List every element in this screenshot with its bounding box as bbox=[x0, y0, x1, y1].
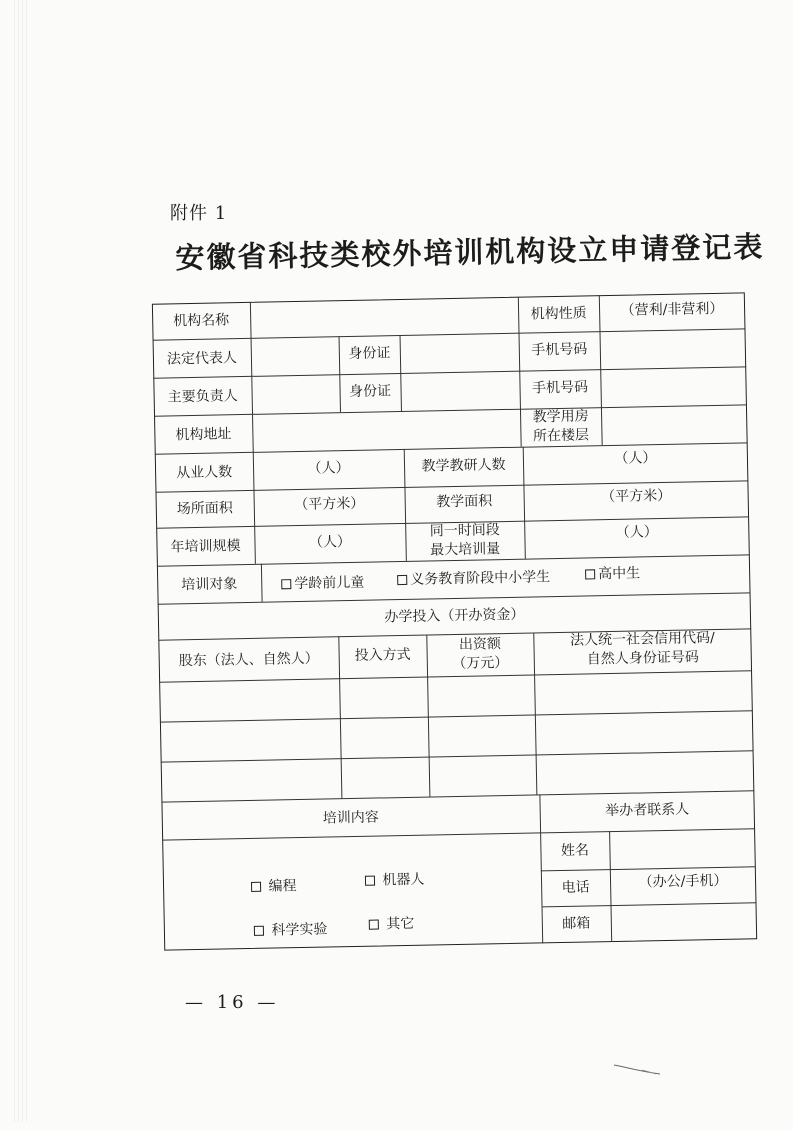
legal-rep-field[interactable] bbox=[251, 342, 339, 370]
legal-rep-id-field[interactable] bbox=[400, 339, 519, 367]
target-option-highschool[interactable] bbox=[585, 562, 640, 583]
document-title: 安徽省科技类校外培训机构设立申请登记表 bbox=[175, 229, 765, 275]
contact-header: 举办者联系人 bbox=[605, 801, 690, 820]
legal-rep-id-label: 身份证 bbox=[348, 345, 391, 362]
org-nature-field[interactable]: （营利/非营利） bbox=[620, 300, 724, 319]
teaching-area-field[interactable]: （平方米） bbox=[601, 487, 672, 506]
contact-email-label: 邮箱 bbox=[562, 915, 591, 932]
content-option-label: 机器人 bbox=[382, 871, 425, 889]
content-option-robotics[interactable] bbox=[365, 869, 425, 890]
annual-scale-label: 年培训规模 bbox=[170, 538, 241, 556]
teaching-floor-field[interactable] bbox=[601, 410, 747, 439]
checkbox-icon bbox=[254, 926, 264, 936]
content-option-science[interactable] bbox=[254, 919, 328, 940]
amount-header-line1: 出资额 bbox=[458, 636, 502, 653]
content-option-label: 编程 bbox=[268, 878, 297, 895]
legal-rep-label: 法定代表人 bbox=[166, 350, 238, 368]
teaching-floor-label bbox=[520, 407, 602, 447]
amount-header-line2: （万元） bbox=[452, 654, 509, 673]
credit-code-header bbox=[533, 628, 752, 670]
org-address-field[interactable] bbox=[252, 415, 520, 446]
site-area-field[interactable]: （平方米） bbox=[294, 495, 365, 514]
legal-rep-mobile-label: 手机号码 bbox=[531, 341, 588, 359]
checkbox-icon bbox=[281, 579, 291, 589]
content-header: 培训内容 bbox=[322, 809, 379, 827]
target-option-label: 学龄前儿童 bbox=[294, 574, 365, 593]
max-capacity-label-line1: 同一时间段 bbox=[429, 522, 500, 540]
staff-count-label: 从业人数 bbox=[175, 464, 233, 482]
amount-header bbox=[426, 634, 534, 674]
checkbox-icon bbox=[397, 575, 407, 585]
attachment-label: 附件 1 bbox=[170, 203, 228, 224]
contact-email-field[interactable] bbox=[611, 908, 757, 937]
max-capacity-label-line2: 最大培训量 bbox=[430, 541, 501, 559]
target-option-compulsory[interactable] bbox=[397, 566, 550, 589]
researcher-count-field[interactable]: （人） bbox=[614, 450, 657, 467]
pen-mark bbox=[612, 1062, 662, 1076]
main-manager-id-label: 身份证 bbox=[348, 383, 392, 400]
teaching-floor-label-line2: 所在楼层 bbox=[532, 427, 590, 445]
content-option-other[interactable] bbox=[369, 913, 415, 934]
target-option-preschool[interactable] bbox=[281, 572, 364, 594]
main-manager-label: 主要负责人 bbox=[167, 388, 238, 406]
checkbox-icon bbox=[251, 882, 261, 892]
max-capacity-field[interactable]: （人） bbox=[615, 524, 659, 541]
max-capacity-label bbox=[405, 521, 525, 561]
content-option-label: 其它 bbox=[386, 915, 415, 933]
checkbox-icon bbox=[585, 569, 595, 579]
contact-name-label: 姓名 bbox=[560, 842, 590, 860]
target-option-label: 高中生 bbox=[597, 565, 641, 583]
contact-phone-field[interactable]: （办公/手机） bbox=[638, 872, 728, 891]
researcher-count-label: 教学教研人数 bbox=[421, 457, 506, 475]
shareholder-header: 股东（法人、自然人） bbox=[178, 650, 319, 670]
credit-code-header-line1: 法人统一社会信用代码/ bbox=[569, 630, 715, 649]
target-label: 培训对象 bbox=[181, 576, 238, 594]
teaching-floor-label-line1: 教学用房 bbox=[532, 408, 589, 426]
investment-header: 办学投入（开办资金） bbox=[384, 606, 525, 626]
org-nature-label: 机构性质 bbox=[530, 305, 587, 323]
staff-count-field[interactable]: （人） bbox=[307, 459, 350, 477]
contact-name-field[interactable] bbox=[609, 834, 755, 863]
page-number: — 16 — bbox=[185, 992, 280, 1013]
main-manager-field[interactable] bbox=[251, 380, 339, 408]
content-option-programming[interactable] bbox=[251, 875, 297, 896]
target-option-label: 义务教育阶段中小学生 bbox=[410, 569, 551, 588]
org-name-label: 机构名称 bbox=[173, 312, 230, 330]
main-manager-mobile-field[interactable] bbox=[600, 372, 746, 401]
teaching-area-label: 教学面积 bbox=[436, 493, 493, 511]
site-area-label: 场所面积 bbox=[176, 500, 233, 518]
org-name-field[interactable] bbox=[250, 303, 518, 332]
legal-rep-mobile-field[interactable] bbox=[600, 334, 746, 363]
credit-code-header-line2: 自然人身份证号码 bbox=[586, 649, 699, 668]
checkbox-icon bbox=[369, 920, 379, 930]
checkbox-icon bbox=[365, 876, 375, 886]
org-address-label: 机构地址 bbox=[175, 426, 232, 444]
main-manager-id-field[interactable] bbox=[400, 377, 519, 405]
main-manager-mobile-label: 手机号码 bbox=[531, 379, 589, 397]
annual-scale-field[interactable]: （人） bbox=[308, 533, 352, 551]
invest-method-header: 投入方式 bbox=[354, 646, 411, 664]
contact-phone-label: 电话 bbox=[561, 879, 590, 897]
content-option-label: 科学实验 bbox=[271, 921, 328, 939]
